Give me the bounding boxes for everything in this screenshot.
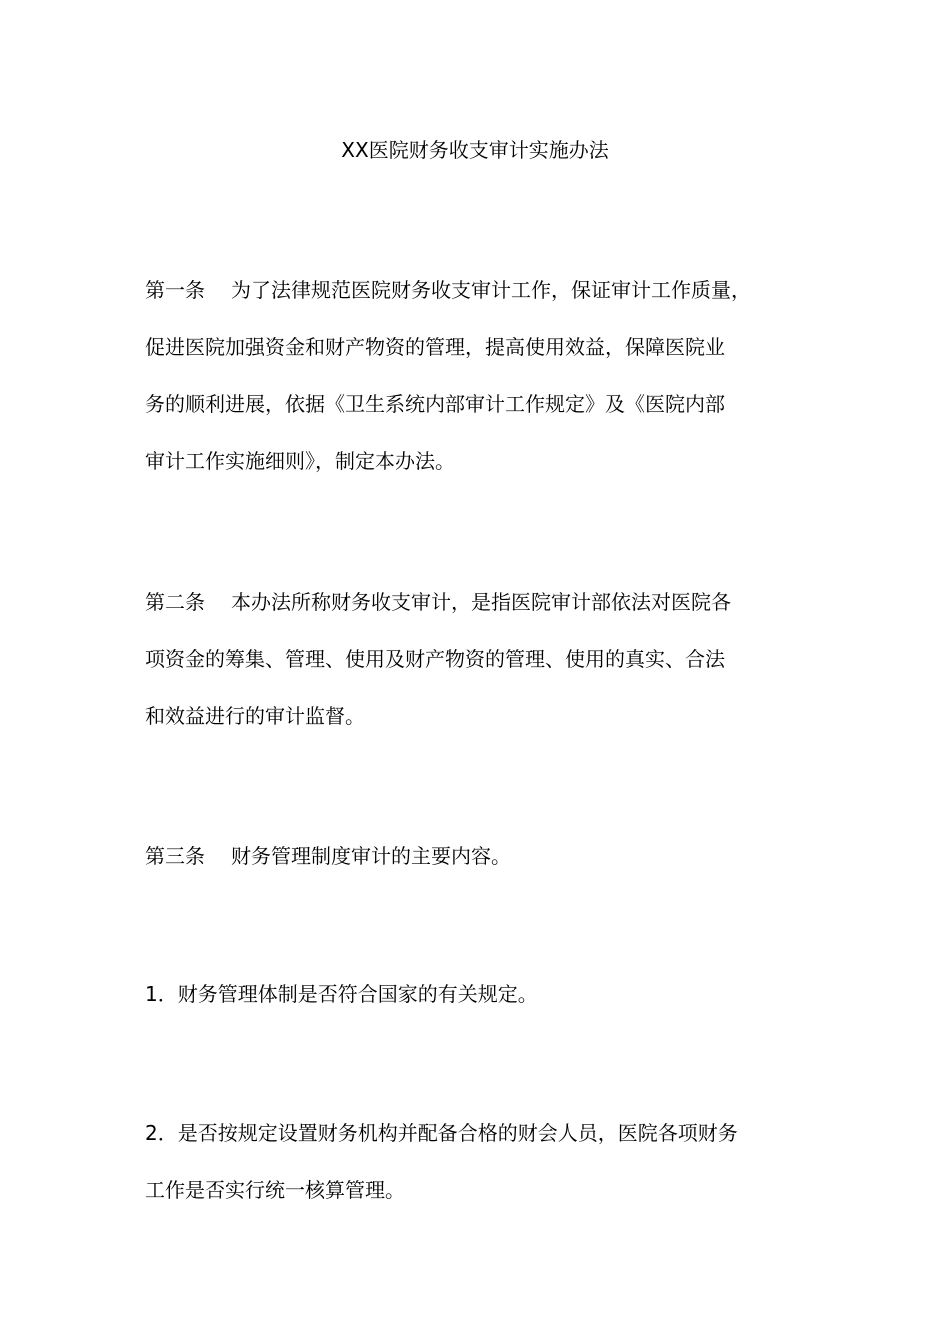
article-1-label: 第一条	[145, 278, 205, 302]
article-1	[145, 262, 835, 490]
article-1-line-3: 务的顺利进展，依据《卫生系统内部审计工作规定》及《医院内部	[145, 392, 725, 416]
article-3-text: 财务管理制度审计的主要内容。	[231, 844, 511, 868]
article-2-label: 第二条	[145, 590, 205, 614]
article-1-line-1	[145, 262, 835, 319]
list-item-2-line-2: 工作是否实行统一核算管理。	[145, 1178, 405, 1202]
document-title: XX医院财务收支审计实施办法	[341, 138, 609, 162]
article-2-text-1: 本办法所称财务收支审计，是指医院审计部依法对医院各	[231, 590, 731, 614]
article-3	[145, 828, 835, 885]
article-2	[145, 574, 835, 745]
list-item-2	[145, 1105, 835, 1219]
list-item-1-line-1: 1．财务管理体制是否符合国家的有关规定。	[145, 982, 538, 1006]
article-3-label: 第三条	[145, 844, 205, 868]
list-item-1	[145, 966, 835, 1023]
article-1-line-2: 促进医院加强资金和财产物资的管理，提高使用效益，保障医院业	[145, 335, 725, 359]
article-1-text-1: 为了法律规范医院财务收支审计工作，保证审计工作质量，	[231, 278, 751, 302]
article-2-line-2: 项资金的筹集、管理、使用及财产物资的管理、使用的真实、合法	[145, 647, 725, 671]
article-1-line-4: 审计工作实施细则》，制定本办法。	[145, 449, 455, 473]
article-2-line-3: 和效益进行的审计监督。	[145, 704, 365, 728]
article-3-line-1	[145, 828, 835, 885]
article-2-line-1	[145, 574, 835, 631]
list-item-2-line-1: 2．是否按规定设置财务机构并配备合格的财会人员，医院各项财务	[145, 1121, 738, 1145]
